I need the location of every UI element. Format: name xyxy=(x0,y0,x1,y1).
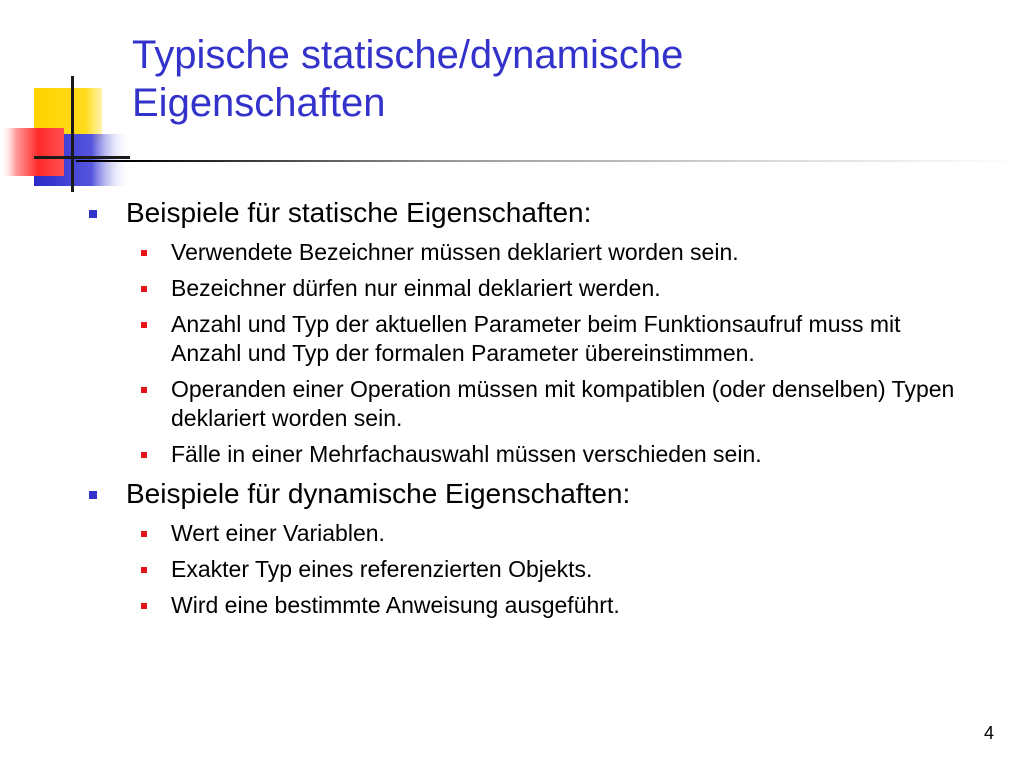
list-item xyxy=(0,555,971,584)
list-item-text: Wird eine bestimmte Anweisung ausgeführt. xyxy=(171,592,620,618)
list-item-text: Operanden einer Operation müssen mit kompatiblen (oder denselben) Typen deklariert worden sein. xyxy=(171,376,955,431)
section-heading-dynamic xyxy=(0,477,986,511)
square-bullet-icon xyxy=(141,567,147,573)
slide-title-line-1: Typische statische/dynamische xyxy=(132,33,684,77)
list-item xyxy=(0,238,971,267)
square-bullet-icon xyxy=(141,286,147,292)
dynamic-examples-list xyxy=(0,519,1024,620)
list-item-text: Anzahl und Typ der aktuellen Parameter beim Funktionsaufruf muss mit Anzahl und Typ der formalen Parameter übereinstimmen. xyxy=(171,311,901,366)
list-item xyxy=(0,440,971,469)
square-bullet-icon xyxy=(89,210,97,218)
square-bullet-icon xyxy=(89,491,97,499)
slide-title-line-2: Eigenschaften xyxy=(132,81,386,125)
square-bullet-icon xyxy=(141,387,147,393)
slide-number: 4 xyxy=(983,723,994,743)
section-heading-text: Beispiele für statische Eigenschaften: xyxy=(126,197,592,228)
list-item-text: Bezeichner dürfen nur einmal deklariert werden. xyxy=(171,275,661,301)
square-bullet-icon xyxy=(141,531,147,537)
list-item xyxy=(0,310,971,368)
square-bullet-icon xyxy=(141,603,147,609)
list-item-text: Fälle in einer Mehrfachauswahl müssen verschieden sein. xyxy=(171,441,762,467)
section-heading-static xyxy=(0,196,986,230)
square-bullet-icon xyxy=(141,250,147,256)
section-heading-text: Beispiele für dynamische Eigenschaften: xyxy=(126,478,631,509)
list-item-text: Wert einer Variablen. xyxy=(171,520,385,546)
slide-title xyxy=(132,31,992,127)
decorative-squares-logo xyxy=(0,0,130,200)
list-item-text: Exakter Typ eines referenzierten Objekts. xyxy=(171,556,593,582)
list-item xyxy=(0,274,971,303)
title-divider xyxy=(76,160,1024,162)
square-bullet-icon xyxy=(141,322,147,328)
square-bullet-icon xyxy=(141,452,147,458)
list-item xyxy=(0,519,971,548)
list-item xyxy=(0,375,971,433)
static-examples-list xyxy=(0,238,1024,469)
list-item-text: Verwendete Bezeichner müssen deklariert worden sein. xyxy=(171,239,739,265)
list-item xyxy=(0,591,971,620)
slide-body xyxy=(0,196,1024,628)
